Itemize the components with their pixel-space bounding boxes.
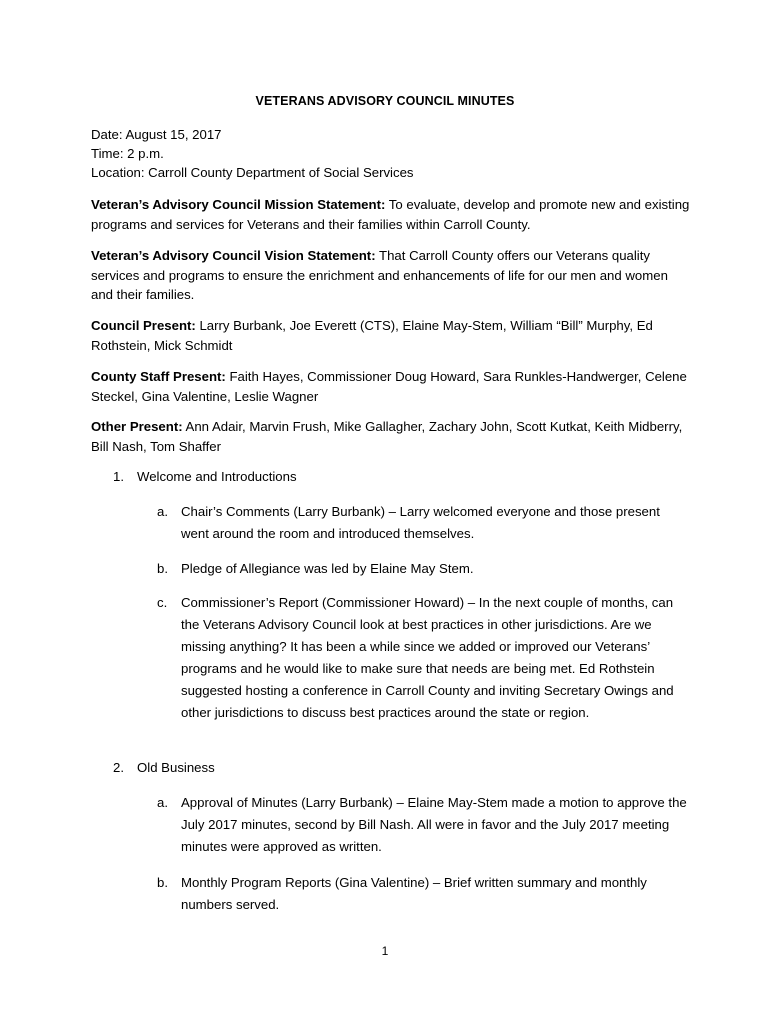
county-staff-text: Faith Hayes, Commissioner Doug Howard, Sara Runkles-Handwerger, Celene Steckel, Gina Valentine, Leslie Wagner bbox=[91, 369, 687, 404]
item-text: Monthly Program Reports (Gina Valentine) – Brief written summary and monthly numbers served. bbox=[181, 875, 647, 912]
mission-text: To evaluate, develop and promote new and existing programs and services for Veterans and their families within Carroll County. bbox=[91, 197, 690, 232]
council-present bbox=[91, 316, 691, 355]
mission-label: Veteran’s Advisory Council Mission Statement: bbox=[91, 197, 386, 212]
item-text: Commissioner’s Report (Commissioner Howard) – In the next couple of months, can the Veterans Advisory Council look at best practices in other jurisdictions. Are we missing anything? It has been a while since we added or improved our Veterans’ programs and he would like to make sure that needs are being met. Ed Rothstein suggested hosting a conference in Carroll County and inviting Secretary Owings and other jurisdictions to discuss best practices around the state or region. bbox=[181, 595, 674, 720]
vision-label: Veteran’s Advisory Council Vision Statement: bbox=[91, 248, 376, 263]
council-present-text: Larry Burbank, Joe Everett (CTS), Elaine May-Stem, William “Bill” Murphy, Ed Rothstein, Mick Schmidt bbox=[91, 318, 653, 353]
section-number: 2. bbox=[113, 760, 124, 775]
council-present-label: Council Present: bbox=[91, 318, 196, 333]
section-welcome bbox=[113, 469, 673, 484]
meeting-time: Time: 2 p.m. bbox=[91, 146, 164, 161]
item-letter: a. bbox=[157, 795, 168, 810]
item-text: Pledge of Allegiance was led by Elaine May Stem. bbox=[181, 561, 474, 576]
section-old-business bbox=[113, 760, 673, 775]
other-present-label: Other Present: bbox=[91, 419, 183, 434]
mission-statement bbox=[91, 195, 691, 234]
meeting-location: Location: Carroll County Department of Social Services bbox=[91, 165, 414, 180]
item-text: Approval of Minutes (Larry Burbank) – Elaine May-Stem made a motion to approve the July 2017 minutes, second by Bill Nash. All were in favor and the July 2017 meeting minutes were approved as written. bbox=[181, 795, 687, 854]
item-letter: b. bbox=[157, 561, 168, 576]
vision-statement bbox=[91, 246, 691, 305]
other-present bbox=[91, 417, 691, 456]
list-item bbox=[157, 872, 687, 916]
document-title: VETERANS ADVISORY COUNCIL MINUTES bbox=[255, 94, 515, 108]
item-letter: a. bbox=[157, 504, 168, 519]
list-item bbox=[157, 792, 687, 858]
item-letter: c. bbox=[157, 595, 168, 610]
meeting-details bbox=[91, 125, 414, 182]
item-letter: b. bbox=[157, 875, 168, 890]
other-present-text: Ann Adair, Marvin Frush, Mike Gallagher, Zachary John, Scott Kutkat, Keith Midberry, Bill Nash, Tom Shaffer bbox=[91, 419, 683, 454]
list-item bbox=[157, 501, 687, 545]
list-item bbox=[157, 558, 687, 580]
section-title: Welcome and Introductions bbox=[137, 469, 297, 484]
list-item bbox=[157, 592, 687, 724]
section-title: Old Business bbox=[137, 760, 215, 775]
meeting-date: Date: August 15, 2017 bbox=[91, 127, 222, 142]
vision-text: That Carroll County offers our Veterans quality services and programs to ensure the enrichment and enhancements of life for our men and women and their families. bbox=[91, 248, 668, 302]
section-number: 1. bbox=[113, 469, 124, 484]
county-staff-label: County Staff Present: bbox=[91, 369, 226, 384]
item-text: Chair’s Comments (Larry Burbank) – Larry welcomed everyone and those present went around the room and introduced themselves. bbox=[181, 504, 660, 541]
page-number: 1 bbox=[381, 944, 389, 958]
county-staff-present bbox=[91, 367, 691, 406]
